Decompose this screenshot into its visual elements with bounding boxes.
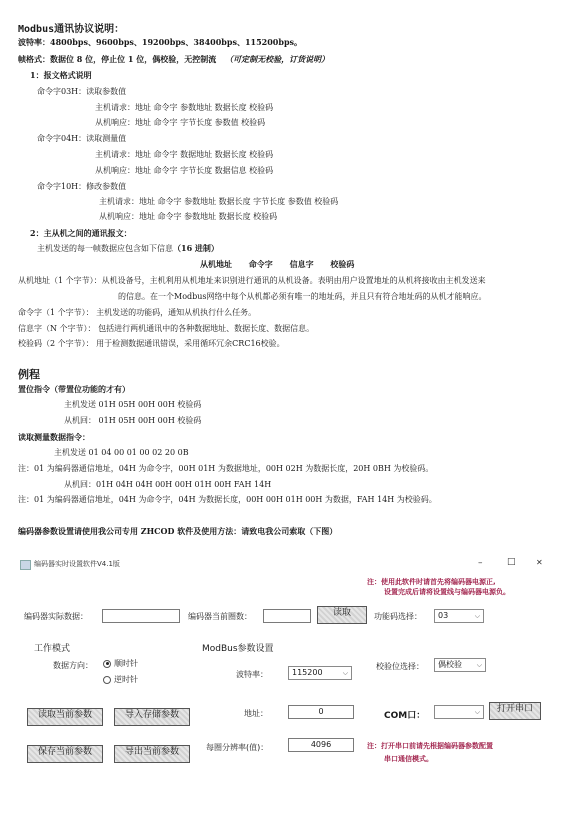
def-info: 信息字（N 个字节）： 包括进行两机通讯中的各种数据地址、数据长度、数据信息。 bbox=[18, 324, 315, 333]
section-2-desc-text: 主机发送的每一帧数据应包含如下信息 bbox=[37, 244, 173, 253]
field-info: 信息字 bbox=[289, 259, 314, 269]
cmd04-request: 主机请求：地址 命令字 数据地址 数据长度 校验码 bbox=[95, 150, 274, 159]
def-command: 命令字（1 个字节）： 主机发送的功能码，通知从机执行什么任务。 bbox=[18, 308, 257, 317]
example-zero-heading: 置位指令（带置位功能的才有） bbox=[18, 384, 130, 394]
port-notice-2: 串口通信模式。 bbox=[384, 755, 433, 763]
minimize-icon[interactable]: – bbox=[478, 558, 483, 568]
power-notice-2: 设置完成后请将设置线与编码器电源负。 bbox=[384, 588, 510, 596]
close-icon[interactable]: ✕ bbox=[536, 558, 543, 567]
radio-clockwise[interactable] bbox=[103, 658, 138, 669]
chevron-down-icon: ⌵ bbox=[474, 612, 480, 620]
chevron-down-icon: ⌵ bbox=[476, 661, 482, 669]
radio-counterclockwise-label: 逆时针 bbox=[114, 675, 138, 684]
parity-select[interactable] bbox=[434, 658, 486, 672]
read-params-button[interactable]: 读取当前参数 bbox=[27, 708, 103, 726]
parity-label: 校验位选择： bbox=[376, 662, 424, 671]
chevron-down-icon: ⌵ bbox=[342, 669, 348, 677]
com-port-label: COM口： bbox=[384, 711, 426, 721]
example-read-note: 注：01 为编码器通信地址，04H 为命令字，00H 01H 为数据地址，00H 02H 为数据长度，20H 0BH 为校验码。 bbox=[18, 464, 434, 473]
def-checksum: 校验码（2 个字节）： 用于检测数据通讯错误，采用循环冗余CRC16校验。 bbox=[18, 339, 285, 348]
import-params-button[interactable]: 导入存储参数 bbox=[114, 708, 190, 726]
frame-format-note: （可定制无校验，订货说明） bbox=[225, 54, 330, 64]
field-slave-address: 从机地址 bbox=[200, 259, 232, 269]
work-mode-heading: 工作模式 bbox=[34, 644, 71, 654]
cmd03-heading: 命令字03H：读取参数值 bbox=[37, 87, 127, 96]
example-zero-reply: 从机回： 01H 05H 00H 00H 校验码 bbox=[64, 416, 202, 425]
section-1-heading: 1：报文格式说明 bbox=[30, 70, 92, 80]
cmd10-heading: 命令字10H：修改参数值 bbox=[37, 182, 127, 191]
modbus-settings-heading: ModBus参数设置 bbox=[202, 644, 274, 654]
direction-label: 数据方向： bbox=[53, 661, 93, 670]
field-checksum: 校验码 bbox=[330, 259, 355, 269]
resolution-label: 每圈分辨率(值)： bbox=[206, 743, 269, 752]
cmd10-response: 从机响应：地址 命令字 参数地址 数据长度 校验码 bbox=[99, 212, 278, 221]
cmd04-heading: 命令字04H：读取测量值 bbox=[37, 134, 127, 143]
function-code-label: 功能码选择： bbox=[374, 612, 422, 621]
cmd03-response: 从机响应：地址 命令字 字节长度 参数值 校验码 bbox=[95, 118, 266, 127]
function-code-select[interactable] bbox=[434, 609, 484, 623]
turns-label: 编码器当前圈数： bbox=[188, 612, 252, 621]
cmd03-request: 主机请求：地址 命令字 参数地址 数据长度 校验码 bbox=[95, 103, 274, 112]
maximize-icon[interactable]: □ bbox=[507, 557, 516, 567]
window-titlebar bbox=[10, 555, 555, 575]
read-button[interactable]: 读取 bbox=[317, 606, 367, 624]
field-command: 命令字 bbox=[248, 259, 273, 269]
section-2-desc bbox=[37, 243, 219, 254]
turns-field[interactable] bbox=[263, 609, 311, 623]
example-heading: 例程 bbox=[18, 368, 40, 381]
window-title: 编码器实时设置软件V4.1版 bbox=[34, 560, 120, 568]
example-read-note-2: 注：01 为编码器通信地址，04H 为命令字，04H 为数据长度，00H 00H 01H 00H 为数据，FAH 14H 为校验码。 bbox=[18, 495, 437, 504]
frame-format-line bbox=[18, 54, 329, 64]
resolution-field[interactable]: 4096 bbox=[288, 738, 354, 752]
parity-value: 偶校验 bbox=[438, 660, 462, 669]
frame-format-text: 帧格式：数据位 8 位，停止位 1 位，偶校验，无控制流 bbox=[18, 54, 217, 64]
baud-rate-label: 波特率： bbox=[236, 670, 268, 679]
cmd10-request: 主机请求：地址 命令字 参数地址 数据长度 字节长度 参数值 校验码 bbox=[99, 197, 339, 206]
software-note: 编码器参数设置请使用我公司专用 ZHCOD 软件及使用方法：请致电我公司索取（下图） bbox=[18, 526, 338, 536]
section-2-heading: 2：主从机之间的通讯报文： bbox=[30, 228, 132, 238]
radio-clockwise-label: 顺时针 bbox=[114, 659, 138, 668]
radio-counterclockwise[interactable] bbox=[103, 674, 138, 685]
def-slave-address-cont: 的信息。在一个Modbus网络中每个从机都必须有唯一的地址码，并且只有符合地址码的从机才能响应。 bbox=[118, 292, 487, 301]
com-port-select[interactable] bbox=[434, 705, 484, 719]
actual-data-label: 编码器实际数据： bbox=[24, 612, 88, 621]
export-params-button[interactable]: 导出当前参数 bbox=[114, 745, 190, 763]
doc-title: Modbus通讯协议说明： bbox=[18, 24, 125, 35]
save-params-button[interactable]: 保存当前参数 bbox=[27, 745, 103, 763]
example-read-heading: 读取测量数据指令： bbox=[18, 432, 90, 442]
open-port-button[interactable]: 打开串口 bbox=[489, 702, 541, 720]
actual-data-field[interactable] bbox=[102, 609, 180, 623]
section-2-hex-note: （16 进制） bbox=[173, 243, 219, 253]
example-zero-send: 主机发送 01H 05H 00H 00H 校验码 bbox=[64, 400, 202, 409]
cmd04-response: 从机响应：地址 命令字 字节长度 数据信息 校验码 bbox=[95, 166, 274, 175]
radio-unselected-icon bbox=[103, 676, 111, 684]
address-label: 地址： bbox=[244, 709, 268, 718]
def-slave-address: 从机地址（1 个字节）：从机设备号，主机利用从机地址来识别进行通讯的从机设备。表明由用户设置地址的从机将接收由主机发送来 bbox=[18, 276, 486, 285]
radio-selected-icon bbox=[103, 660, 111, 668]
baud-rate-value: 115200 bbox=[292, 668, 323, 677]
example-read-send: 主机发送 01 04 00 01 00 02 20 0B bbox=[54, 448, 189, 457]
frame-fields-row bbox=[200, 259, 354, 269]
port-notice-1: 注：打开串口前请先根据编码器参数配置 bbox=[367, 742, 493, 750]
chevron-down-icon: ⌵ bbox=[474, 708, 480, 716]
example-read-reply: 从机回：01H 04H 04H 00H 00H 01H 00H FAH 14H bbox=[64, 480, 272, 489]
function-code-value: 03 bbox=[438, 611, 449, 620]
power-notice-1: 注：使用此软件时请首先将编码器电源正, bbox=[367, 578, 496, 586]
address-field[interactable]: 0 bbox=[288, 705, 354, 719]
baud-rate-select[interactable] bbox=[288, 666, 352, 680]
app-icon bbox=[20, 560, 31, 570]
baud-rate-line: 波特率：4800bps、9600bps、19200bps、38400bps、115200bps。 bbox=[18, 37, 303, 47]
encoder-settings-window bbox=[10, 555, 555, 825]
